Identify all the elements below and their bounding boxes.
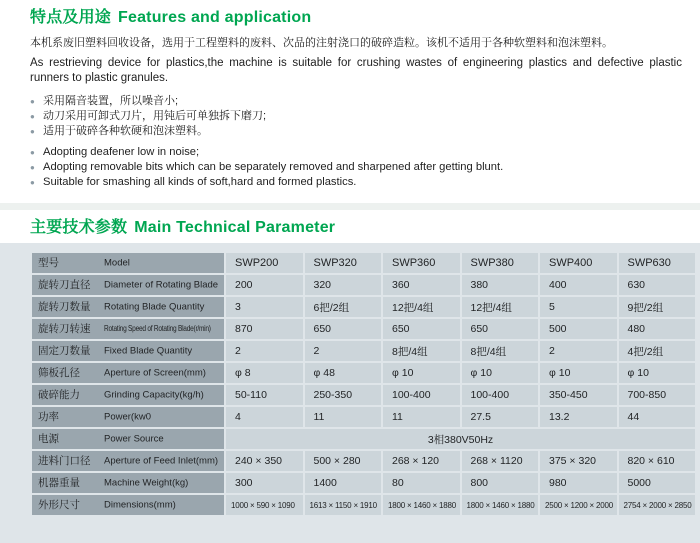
feature-bullet-en: ● Adopting removable bits which can be separately removed and sharpened after getting blunt. xyxy=(30,160,678,175)
param-label-zh: 型号 xyxy=(38,257,59,270)
param-value: φ 8 xyxy=(226,363,303,383)
param-value: 2500 × 1200 × 2000 xyxy=(540,495,617,515)
param-value: 375 × 320 xyxy=(540,451,617,471)
param-label-zh: 机器重量 xyxy=(38,477,80,490)
param-label xyxy=(32,407,224,427)
param-label xyxy=(32,297,224,317)
param-value: 2 xyxy=(305,341,382,361)
param-value: 630 xyxy=(619,275,696,295)
param-value: 240 × 350 xyxy=(226,451,303,471)
param-value: 980 xyxy=(540,473,617,493)
param-row-grinding-capacity xyxy=(32,385,695,405)
param-label xyxy=(32,495,224,515)
param-label xyxy=(32,253,224,273)
param-value: 400 xyxy=(540,275,617,295)
param-value: 268 × 120 xyxy=(383,451,460,471)
param-label-en: Machine Weight(kg) xyxy=(104,477,189,489)
features-heading xyxy=(30,8,678,27)
param-label xyxy=(32,451,224,471)
param-label-zh: 筛板孔径 xyxy=(38,367,80,380)
feature-bullet-zh: ● 适用于破碎各种软硬和泡沫塑料。 xyxy=(30,124,678,139)
param-row-blade-quantity xyxy=(32,297,695,317)
param-value: 1000 × 590 × 1090 xyxy=(226,495,303,515)
param-label-zh: 进料门口径 xyxy=(38,455,91,468)
param-value: 80 xyxy=(383,473,460,493)
intro-paragraph-en: As restrieving device for plastics,the machine is suitable for crushing wastes of engineering plastics and defective plastic runners to plastic granules. xyxy=(30,57,682,84)
feature-bullet-en: ● Suitable for smashing all kinds of soft,hard and formed plastics. xyxy=(30,175,678,190)
param-label xyxy=(32,341,224,361)
param-value: φ 48 xyxy=(305,363,382,383)
param-value: 380 xyxy=(462,275,539,295)
param-label xyxy=(32,385,224,405)
param-value: 500 × 280 xyxy=(305,451,382,471)
param-value: 1800 × 1460 × 1880 xyxy=(462,495,539,515)
param-row-power xyxy=(32,407,695,427)
param-value: 100-400 xyxy=(462,385,539,405)
param-row-fixed-blade-quantity xyxy=(32,341,695,361)
param-value: 27.5 xyxy=(462,407,539,427)
param-label xyxy=(32,473,224,493)
param-value: 650 xyxy=(305,319,382,339)
param-value: 650 xyxy=(462,319,539,339)
param-label-en: Model xyxy=(104,257,130,269)
model-header-cell: SWP380 xyxy=(462,253,539,273)
param-label-zh: 旋转刀直径 xyxy=(38,279,91,292)
features-heading-zh: 特点及用途 xyxy=(30,9,112,26)
param-value: 11 xyxy=(383,407,460,427)
param-value: 500 xyxy=(540,319,617,339)
param-row-power-source xyxy=(32,429,695,449)
parameters-heading-en: Main Technical Parameter xyxy=(134,219,336,236)
param-row-machine-weight xyxy=(32,473,695,493)
param-value: 870 xyxy=(226,319,303,339)
param-value: 320 xyxy=(305,275,382,295)
model-header-cell: SWP360 xyxy=(383,253,460,273)
param-label-en: Rotating Blade Quantity xyxy=(104,301,205,313)
param-row-feed-inlet xyxy=(32,451,695,471)
param-label-en: Diameter of Rotating Blade xyxy=(104,279,219,291)
param-value: 5 xyxy=(540,297,617,317)
param-value: 4 xyxy=(226,407,303,427)
model-header-cell: SWP320 xyxy=(305,253,382,273)
param-label-zh: 功率 xyxy=(38,411,59,424)
param-label-en: Fixed Blade Quantity xyxy=(104,345,193,357)
param-value: 350-450 xyxy=(540,385,617,405)
param-value: 820 × 610 xyxy=(619,451,696,471)
param-label-zh: 外形尺寸 xyxy=(38,499,80,512)
param-label-en: Power(kw0 xyxy=(104,411,151,423)
param-value: 11 xyxy=(305,407,382,427)
param-value: 13.2 xyxy=(540,407,617,427)
param-value: 12把/4组 xyxy=(383,297,460,317)
features-section xyxy=(0,0,700,190)
param-label-zh: 电源 xyxy=(38,433,59,446)
feature-bullets-en xyxy=(30,145,678,190)
param-value: 1613 × 1150 × 1910 xyxy=(305,495,382,515)
param-value: φ 10 xyxy=(540,363,617,383)
model-header-cell: SWP400 xyxy=(540,253,617,273)
param-label xyxy=(32,275,224,295)
param-value: 250-350 xyxy=(305,385,382,405)
param-label xyxy=(32,319,224,339)
model-header-cell: SWP630 xyxy=(619,253,696,273)
param-label-en: Power Source xyxy=(104,433,164,445)
param-label-en: Grinding Capacity(kg/h) xyxy=(104,389,204,401)
param-row-dimensions xyxy=(32,495,695,515)
param-label-zh: 旋转刀数量 xyxy=(38,301,91,314)
param-value: φ 10 xyxy=(462,363,539,383)
param-value: 300 xyxy=(226,473,303,493)
param-value: 9把/2组 xyxy=(619,297,696,317)
param-value: 3 xyxy=(226,297,303,317)
param-value: 1400 xyxy=(305,473,382,493)
param-row-blade-diameter xyxy=(32,275,695,295)
table-header-row xyxy=(32,253,695,273)
param-label-zh: 固定刀数量 xyxy=(38,345,91,358)
parameters-table xyxy=(30,251,697,517)
param-value: 200 xyxy=(226,275,303,295)
param-label-zh: 破碎能力 xyxy=(38,389,80,402)
param-value: 650 xyxy=(383,319,460,339)
feature-bullet-en: ● Adopting deafener low in noise; xyxy=(30,145,678,160)
param-value: 5000 xyxy=(619,473,696,493)
param-value: 800 xyxy=(462,473,539,493)
param-value: 8把/4组 xyxy=(462,341,539,361)
parameters-panel xyxy=(0,243,700,543)
param-label-en: Rotating Speed of Rotating Blade(r/min) xyxy=(104,324,211,334)
features-heading-en: Features and application xyxy=(118,9,312,26)
param-label-zh: 旋转刀转速 xyxy=(38,323,91,336)
param-value: 4把/2组 xyxy=(619,341,696,361)
param-value: 2 xyxy=(226,341,303,361)
feature-bullet-zh: ● 动刀采用可卸式刀片，用钝后可单独拆下磨刀; xyxy=(30,109,678,124)
param-value: 8把/4组 xyxy=(383,341,460,361)
param-label-en: Aperture of Screen(mm) xyxy=(104,367,206,379)
parameters-heading-zh: 主要技术参数 xyxy=(30,219,128,236)
param-label xyxy=(32,429,224,449)
param-value: 1800 × 1460 × 1880 xyxy=(383,495,460,515)
param-row-screen-aperture xyxy=(32,363,695,383)
model-header-cell: SWP200 xyxy=(226,253,303,273)
divider-band xyxy=(0,203,700,210)
param-value: 2754 × 2000 × 2850 xyxy=(619,495,696,515)
param-value: 700-850 xyxy=(619,385,696,405)
power-source-value: 3相380V50Hz xyxy=(226,429,695,449)
param-label xyxy=(32,363,224,383)
param-value: 100-400 xyxy=(383,385,460,405)
feature-bullets-zh xyxy=(30,94,678,139)
parameters-heading xyxy=(30,218,700,237)
param-value: 44 xyxy=(619,407,696,427)
param-label-en: Aperture of Feed Inlet(mm) xyxy=(104,455,219,467)
param-value: 268 × 1120 xyxy=(462,451,539,471)
param-value: φ 10 xyxy=(383,363,460,383)
param-row-rotating-speed xyxy=(32,319,695,339)
param-value: 12把/4组 xyxy=(462,297,539,317)
param-value: 480 xyxy=(619,319,696,339)
param-value: 50-110 xyxy=(226,385,303,405)
feature-bullet-zh: ● 采用隔音装置，所以噪音小; xyxy=(30,94,678,109)
param-value: 2 xyxy=(540,341,617,361)
intro-paragraph-zh: 本机系废旧塑料回收设备，选用于工程塑料的废料、次品的注射浇口的破碎造粒。该机不适用于各种软塑料和泡沫塑料。 xyxy=(30,37,613,49)
param-value: 360 xyxy=(383,275,460,295)
param-label-en: Dimensions(mm) xyxy=(104,499,176,511)
param-value: φ 10 xyxy=(619,363,696,383)
param-value: 6把/2组 xyxy=(305,297,382,317)
